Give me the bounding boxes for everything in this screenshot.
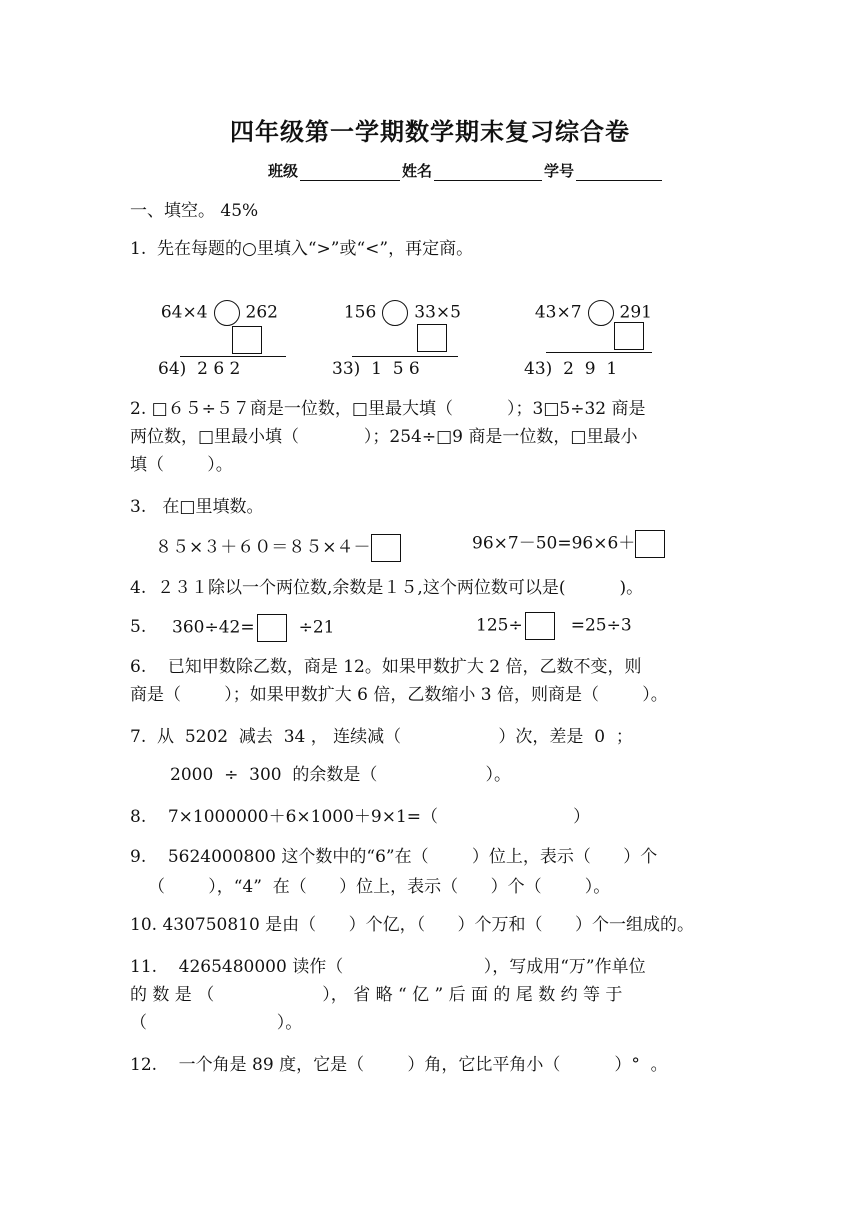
compare-1 (150, 278, 278, 326)
expr: =25÷3 (570, 615, 632, 636)
answer-box[interactable] (257, 614, 287, 642)
quotient-box-1[interactable] (232, 326, 262, 354)
question-9-line-2: （ ），“4” 在（ ）位上，表示（ ）个（ ）。 (148, 877, 611, 897)
name-label: 姓名 (402, 162, 433, 180)
class-label: 班级 (268, 162, 299, 180)
section-heading: 一、填空。 45% (130, 201, 259, 221)
compare-right: 33×5 (414, 302, 461, 323)
expr: 360÷42= (172, 617, 255, 638)
expr: 125÷ (476, 615, 523, 636)
question-12: 12. 一个角是 89 度，它是（ ）角，它比平角小（ ）° 。 (130, 1055, 668, 1075)
dividend: 2 9 1 (563, 359, 618, 379)
compare-2 (333, 278, 461, 326)
division-1: 64) 2 6 2 (158, 359, 241, 379)
question-3: 3. 在□里填数。 (130, 497, 264, 517)
question-1: 1. 先在每题的○里填入“>”或“<”，再定商。 (130, 239, 474, 259)
compare-circle[interactable] (214, 300, 240, 326)
question-4: 4. ２３１除以一个两位数,余数是１５,这个两位数可以是( )。 (130, 578, 644, 598)
question-3-eq-1 (155, 534, 401, 562)
quotient-box-3[interactable] (614, 322, 644, 350)
question-5-b (476, 612, 632, 640)
question-11-line-2: 的 数 是 （ ）， 省 略 “ 亿 ” 后 面 的 尾 数 约 等 于 (130, 985, 623, 1005)
compare-3 (524, 278, 652, 326)
question-5-a (172, 614, 334, 642)
compare-left: 64×4 (160, 302, 208, 323)
compare-circle[interactable] (382, 300, 408, 326)
divisor: 33 (332, 359, 354, 379)
compare-left: 156 (343, 302, 377, 323)
answer-box[interactable] (635, 530, 665, 558)
division-bar (180, 356, 286, 357)
division-bar (352, 356, 458, 357)
expr: ÷21 (298, 617, 335, 638)
number-blank[interactable] (576, 164, 662, 181)
answer-box[interactable] (371, 534, 401, 562)
question-2-line-1: 2. □６５÷５７商是一位数，□里最大填（ ）；3□5÷32 商是 (130, 399, 646, 419)
division-2: 33) 1 5 6 (332, 359, 420, 379)
question-6-line-1: 6. 已知甲数除乙数，商是 12。如果甲数扩大 2 倍，乙数不变，则 (130, 657, 642, 677)
class-blank[interactable] (300, 164, 400, 181)
dividend: 2 6 2 (197, 359, 241, 379)
question-3-eq-2 (472, 530, 665, 558)
divisor: 64 (158, 359, 180, 379)
question-9-line-1: 9. 5624000800 这个数中的“6”在（ ）位上，表示（ ）个 (130, 847, 658, 867)
question-6-line-2: 商是（ ）；如果甲数扩大 6 倍，乙数缩小 3 倍，则商是（ ）。 (130, 685, 668, 705)
question-11-line-1: 11. 4265480000 读作（ ），写成用“万”作单位 (130, 957, 646, 977)
divisor: 43 (524, 359, 546, 379)
compare-left: 43×7 (534, 302, 582, 323)
compare-right: 291 (619, 302, 652, 323)
compare-circle[interactable] (588, 300, 614, 326)
question-2-line-2: 两位数，□里最小填（ ）；254÷□9 商是一位数，□里最小 (130, 427, 638, 447)
equation: 96×7－50=96×6＋ (472, 533, 636, 554)
compare-right: 262 (245, 302, 278, 323)
question-11-line-3: （ ）。 (130, 1013, 303, 1033)
number-label: 学号 (544, 162, 575, 180)
page-title: 四年级第一学期数学期末复习综合卷 (230, 118, 630, 146)
question-10: 10. 430750810 是由（ ）个亿，（ ）个万和（ ）个一组成的。 (130, 915, 694, 935)
question-2-line-3: 填（ ）。 (130, 455, 233, 475)
student-info (268, 160, 664, 181)
equation: ８５×３＋６０＝８５×４－ (155, 537, 371, 558)
division-3: 43) 2 9 1 (524, 359, 618, 379)
question-7-line-1: 7. 从 5202 减去 34 ， 连续减（ ）次，差是 0 ； (130, 727, 633, 747)
question-5-label: 5. (130, 617, 147, 637)
question-7-line-2: 2000 ÷ 300 的余数是（ ）。 (170, 765, 511, 785)
quotient-box-2[interactable] (417, 324, 447, 352)
answer-box[interactable] (525, 612, 555, 640)
dividend: 1 5 6 (371, 359, 420, 379)
name-blank[interactable] (434, 164, 542, 181)
division-bar (546, 352, 652, 353)
question-8: 8. 7×1000000＋6×1000＋9×1=（ ） (130, 807, 591, 827)
